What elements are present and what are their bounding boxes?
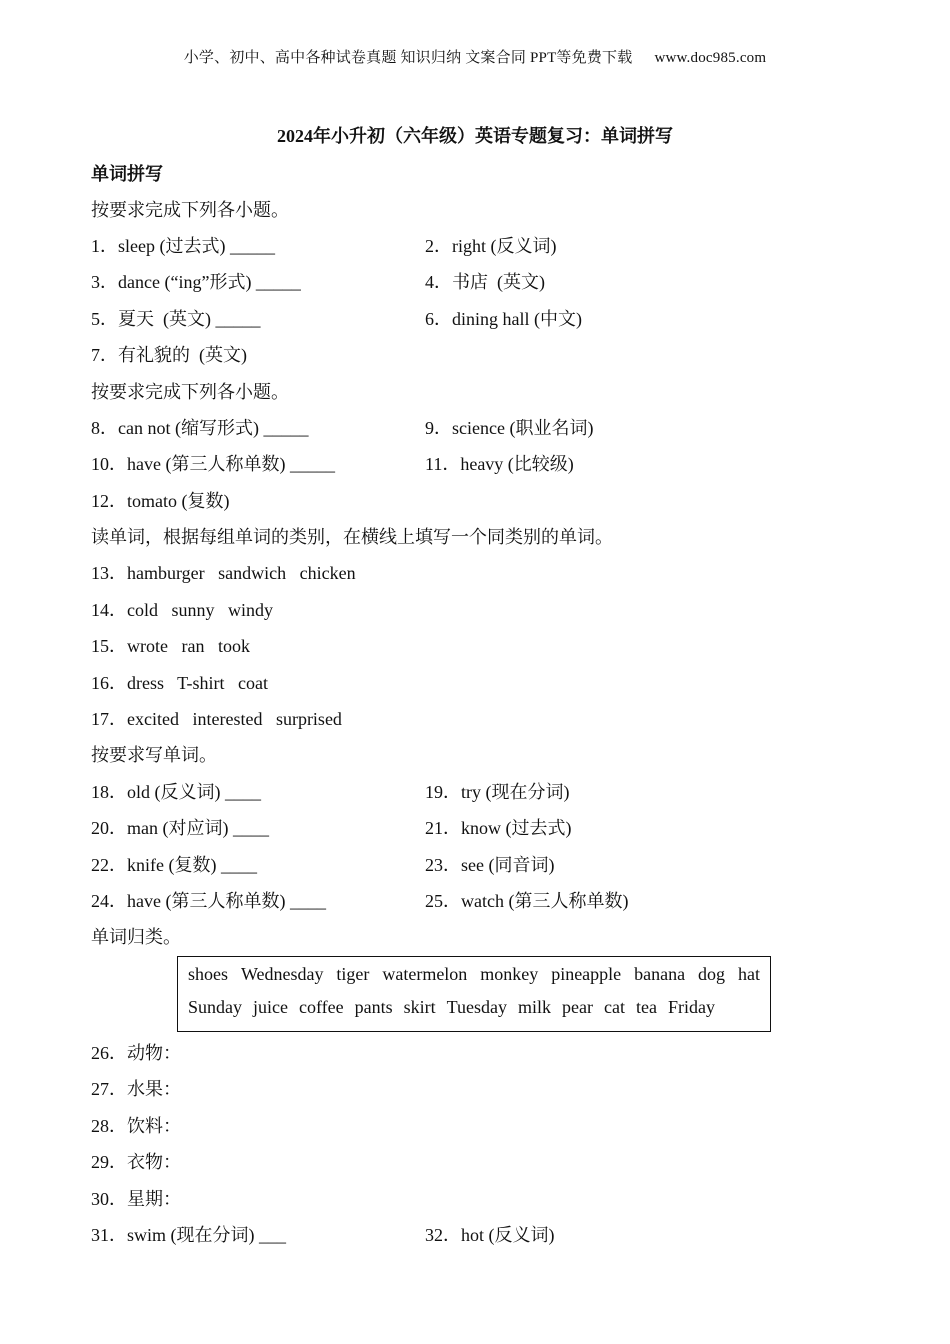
question-2: 2．right (反义词): [425, 236, 557, 256]
question-3: 3．dance (“ing”形式) _____: [91, 272, 301, 292]
question-16: 16．dress T-shirt coat: [91, 673, 268, 693]
question-31: 31．swim (现在分词) ___: [91, 1225, 286, 1245]
word: pear: [562, 997, 593, 1017]
word: banana: [634, 964, 686, 984]
word-box-row-2: [188, 997, 760, 1018]
page-title: 2024年小升初（六年级）英语专题复习：单词拼写: [277, 126, 673, 146]
question-30: 30．星期：: [91, 1189, 181, 1209]
word: Friday: [667, 997, 715, 1017]
question-9: 9．science (职业名词): [425, 418, 594, 438]
question-15: 15．wrote ran took: [91, 636, 250, 656]
question-14: 14．cold sunny windy: [91, 600, 273, 620]
question-32: 32．hot (反义词): [425, 1225, 555, 1245]
question-28: 28．饮料：: [91, 1116, 181, 1136]
question-1: 1．sleep (过去式) _____: [91, 236, 275, 256]
word-box-row-1: [188, 964, 760, 985]
question-26: 26．动物：: [91, 1043, 181, 1063]
question-20: 20．man (对应词) ____: [91, 818, 269, 838]
question-4: 4．书店 (英文): [425, 272, 545, 292]
instruction-d: 按要求写单词。: [91, 745, 217, 765]
question-23: 23．see (同音词): [425, 855, 555, 875]
instruction-b: 按要求完成下列各小题。: [91, 382, 289, 402]
word: milk: [518, 997, 552, 1017]
header-site: www.doc985.com: [654, 50, 767, 66]
question-13: 13．hamburger sandwich chicken: [91, 563, 356, 583]
word: skirt: [403, 997, 436, 1017]
page-header: [0, 46, 950, 67]
question-25: 25．watch (第三人称单数): [425, 891, 629, 911]
question-11: 11．heavy (比较级): [425, 454, 574, 474]
word-box: [177, 956, 771, 1032]
question-27: 27．水果：: [91, 1079, 181, 1099]
question-17: 17．excited interested surprised: [91, 709, 342, 729]
word: tiger: [336, 964, 370, 984]
instruction-e: 单词归类。: [91, 927, 181, 947]
word: tea: [635, 997, 657, 1017]
question-6: 6．dining hall (中文): [425, 309, 582, 329]
word: Wednesday: [240, 964, 324, 984]
word: pants: [354, 997, 393, 1017]
question-18: 18．old (反义词) ____: [91, 782, 261, 802]
question-12: 12．tomato (复数): [91, 491, 230, 511]
word: pineapple: [551, 964, 622, 984]
question-21: 21．know (过去式): [425, 818, 572, 838]
question-22: 22．knife (复数) ____: [91, 855, 257, 875]
instruction-a: 按要求完成下列各小题。: [91, 200, 289, 220]
word: Tuesday: [446, 997, 507, 1017]
question-24: 24．have (第三人称单数) ____: [91, 891, 326, 911]
question-7: 7．有礼貌的 (英文): [91, 345, 247, 365]
instruction-c: 读单词，根据每组单词的类别，在横线上填写一个同类别的单词。: [91, 527, 613, 547]
word: Sunday: [188, 997, 242, 1017]
question-8: 8．can not (缩写形式) _____: [91, 418, 309, 438]
header-text: 小学、初中、高中各种试卷真题 知识归纳 文案合同 PPT等免费下载: [183, 50, 633, 66]
word: juice: [253, 997, 288, 1017]
word: monkey: [480, 964, 539, 984]
word: dog: [698, 964, 726, 984]
word: cat: [604, 997, 625, 1017]
word: hat: [737, 964, 760, 984]
question-10: 10．have (第三人称单数) _____: [91, 454, 335, 474]
question-5: 5．夏天 (英文) _____: [91, 309, 261, 329]
question-19: 19．try (现在分词): [425, 782, 570, 802]
word: shoes: [188, 964, 228, 984]
question-29: 29．衣物：: [91, 1152, 181, 1172]
word: watermelon: [382, 964, 468, 984]
word: coffee: [298, 997, 344, 1017]
section-heading: 单词拼写: [91, 164, 163, 184]
